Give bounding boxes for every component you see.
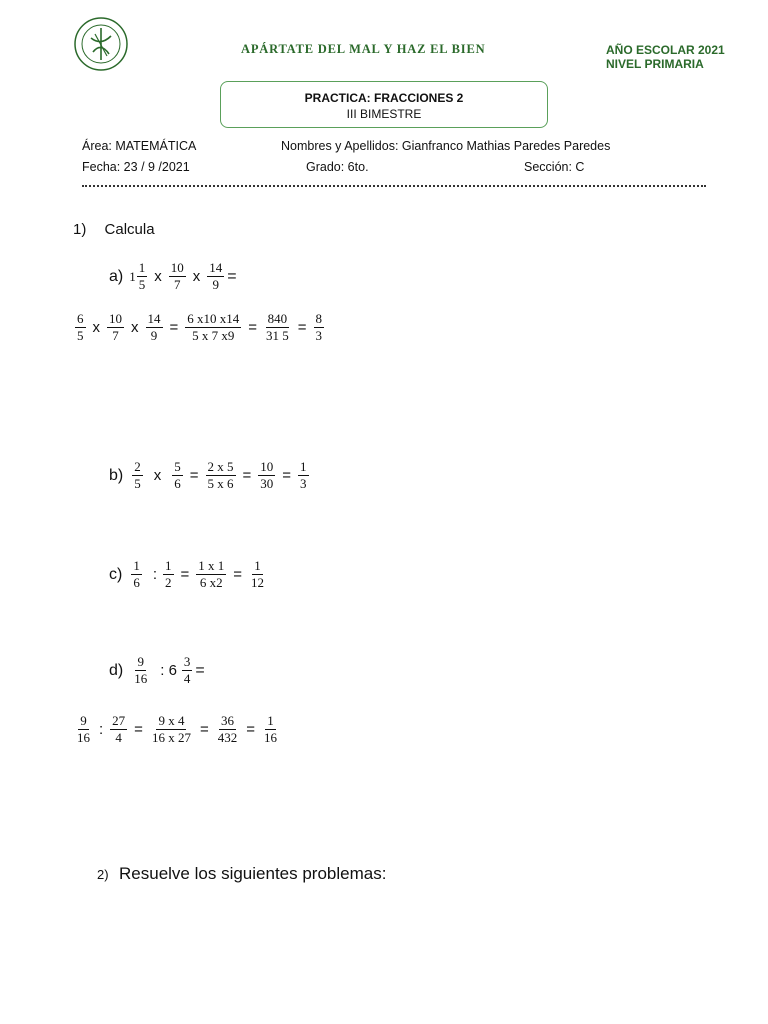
equals: = [246,721,255,738]
practice-title: PRACTICA: FRACCIONES 2 [304,91,464,105]
numerator: 8 [315,311,323,326]
denominator: 5 [134,476,141,491]
numerator: 1 [267,713,274,728]
denominator: 5 x 6 [207,476,234,491]
fraction [298,460,309,491]
fraction [146,312,163,343]
operator: : [99,721,104,738]
numerator: 2 [134,459,141,474]
operator: x [153,467,162,484]
exercise-label: c) [109,565,123,583]
fraction [216,714,240,745]
area-field: Área: MATEMÁTICA [82,139,197,153]
equals: = [233,566,243,583]
fraction [264,312,291,343]
denominator: 6 [174,476,181,491]
denominator: 30 [260,476,274,491]
numerator: 10 [260,459,274,474]
dotted-divider [82,183,706,187]
operator: : 6 [160,662,177,679]
operator: x [154,268,162,285]
operator: x [192,268,201,285]
equals: = [227,267,237,285]
numerator: 1 [165,558,172,573]
exercise-label: b) [109,466,124,484]
denominator: 7 [173,277,181,292]
exercise-label: a) [109,267,124,285]
denominator: 16 [77,730,90,745]
numerator: 1 x 1 [198,558,225,573]
equals: = [189,467,199,484]
equals: = [134,721,143,738]
fraction [207,261,224,292]
denominator: 6 x2 [199,575,223,590]
denominator: 4 [115,730,122,745]
fraction [131,559,142,590]
exercise-label: d) [109,661,124,679]
fraction [258,460,275,491]
names-field: Nombres y Apellidos: Gianfranco Mathias Paredes Paredes [281,139,611,153]
numerator: 14 [147,311,161,326]
fraction [107,312,124,343]
denominator: 9 [212,277,219,292]
exercise-d-solution [72,714,282,745]
denominator: 7 [112,328,119,343]
equals: = [297,319,307,336]
equals: = [199,721,209,738]
numerator: 14 [209,260,223,275]
fraction [169,261,186,292]
title-box [220,81,548,128]
equals: = [248,319,258,336]
denominator: 4 [183,671,191,686]
fraction [196,559,226,590]
numerator: 9 [137,654,144,669]
fraction [150,714,193,745]
numerator: 1 [300,459,307,474]
school-year: AÑO ESCOLAR 2021 [606,43,725,57]
numerator: 6 x10 x14 [187,311,240,326]
numerator: 840 [267,311,288,326]
denominator: 5 [77,328,84,343]
denominator: 12 [251,575,265,590]
fraction [249,559,266,590]
question-label: Resuelve los siguientes problemas: [119,864,387,883]
equals: = [242,467,252,484]
numerator: 1 [254,558,261,573]
denominator: 3 [315,328,323,343]
fraction [182,655,193,686]
operator: : [152,566,157,583]
equals: = [195,661,205,679]
exercise-a-solution [72,312,327,343]
fraction [314,312,325,343]
exercise-b [109,460,312,491]
school-logo [73,16,129,72]
fraction [110,714,127,745]
numerator: 27 [112,713,126,728]
operator: x [131,319,139,336]
date-field: Fecha: 23 / 9 /2021 [82,160,190,174]
exercise-a [109,261,237,292]
school-year-block [606,43,725,71]
exercise-d [109,655,205,686]
exercise-c [109,559,269,590]
fraction [75,714,92,745]
equals: = [169,319,179,336]
level: NIVEL PRIMARIA [606,57,704,71]
grade-field: Grado: 6to. [306,160,369,174]
numerator: 6 [77,311,84,326]
fraction [206,460,236,491]
fraction [132,655,149,686]
denominator: 9 [150,328,158,343]
fraction [163,559,174,590]
fraction [132,460,143,491]
denominator: 16 x 27 [151,730,191,745]
fraction [75,312,86,343]
school-motto: APÁRTATE DEL MAL Y HAZ EL BIEN [241,42,486,56]
section-field: Sección: C [524,160,585,174]
question-number: 2) [97,867,109,882]
denominator: 6 [133,575,140,590]
numerator: 3 [183,654,191,669]
numerator: 10 [109,311,122,326]
whole-part: 1 [129,268,136,284]
operator: x [92,319,100,336]
numerator: 5 [174,459,181,474]
numerator: 36 [220,713,234,728]
numerator: 1 [133,558,140,573]
question-2-heading [97,864,386,884]
denominator: 2 [165,575,172,590]
question-number: 1) [73,221,87,238]
denominator: 3 [300,476,307,491]
numerator: 10 [170,260,184,275]
numerator: 9 x 4 [158,713,185,728]
numerator: 9 [80,713,87,728]
fraction [262,714,279,745]
term: III BIMESTRE [346,107,422,121]
equals: = [282,467,292,484]
fraction [137,261,148,292]
denominator: 16 [134,671,148,686]
question-1-heading [73,221,155,238]
equals: = [180,566,190,583]
denominator: 5 [138,277,146,292]
numerator: 1 [138,260,146,275]
numerator: 2 x 5 [207,459,234,474]
denominator: 16 [263,730,277,745]
fraction [185,312,241,343]
denominator: 31 5 [266,328,289,343]
denominator: 5 x 7 x9 [192,328,235,343]
fraction [172,460,183,491]
question-label: Calcula [104,221,155,238]
denominator: 432 [217,730,238,745]
